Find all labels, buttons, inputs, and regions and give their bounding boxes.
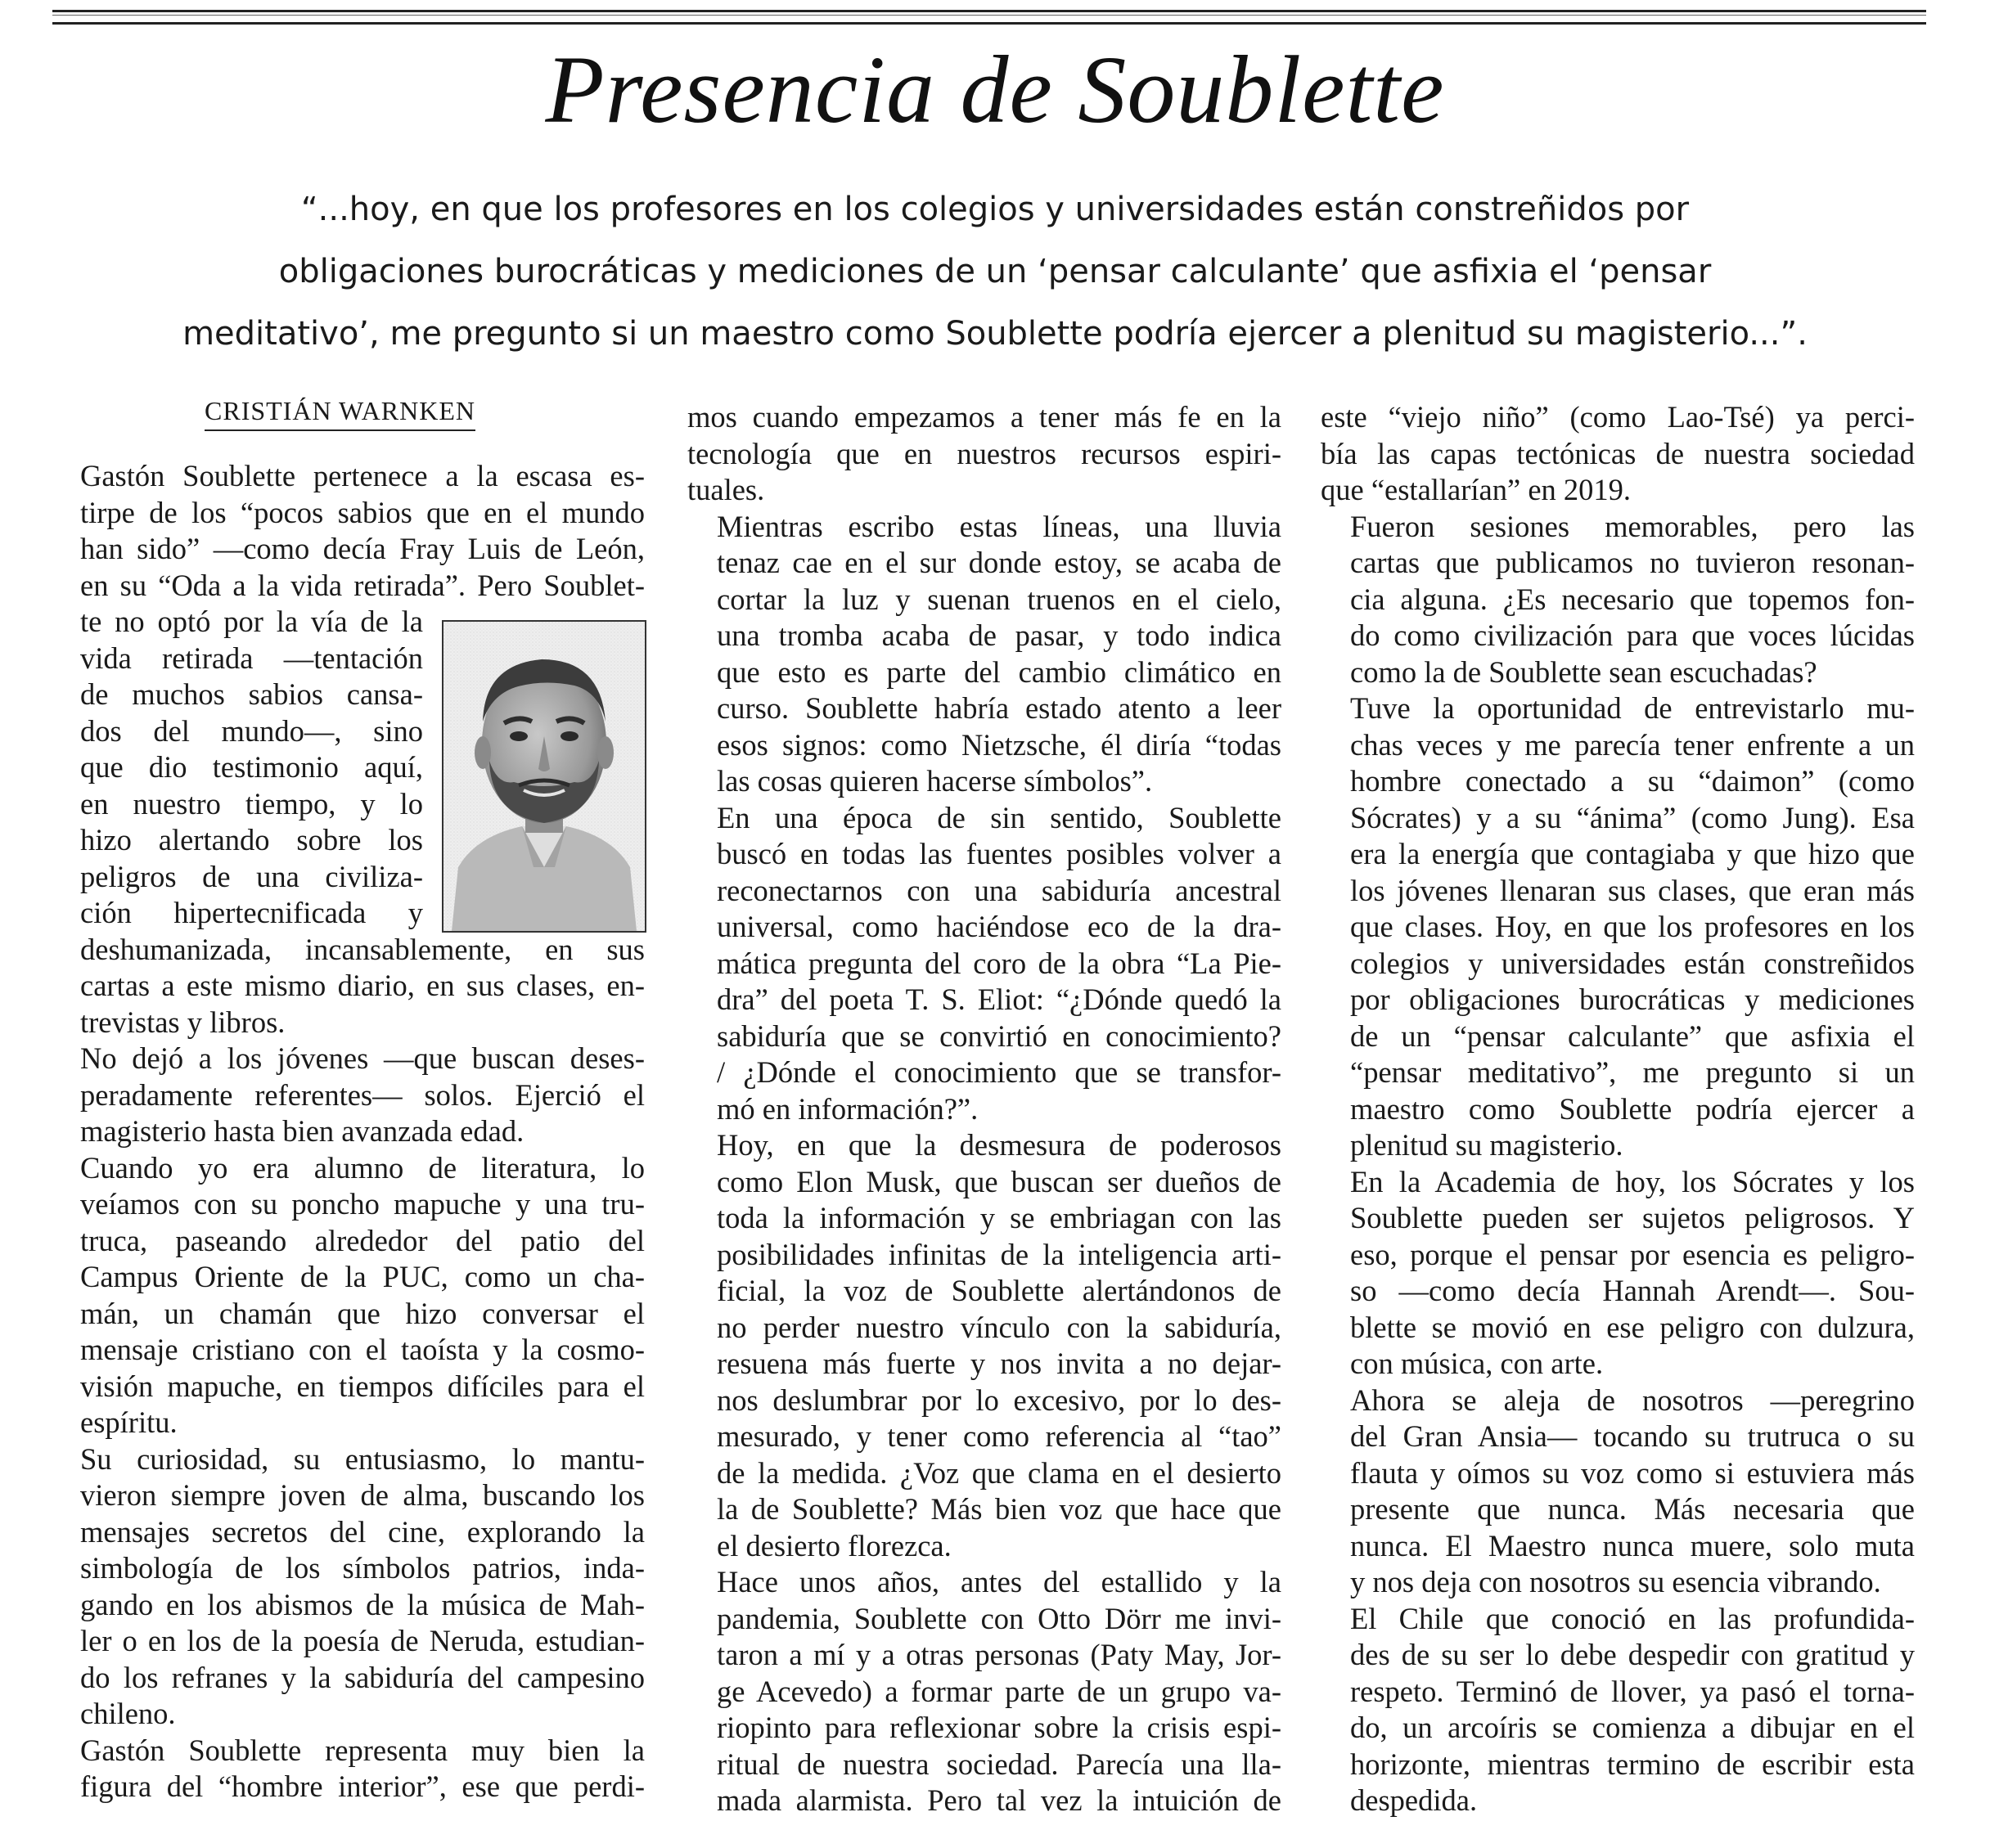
- text-line: No dejó a los jóvenes —que buscan deses-: [80, 1041, 645, 1075]
- text-line: Hace unos años, antes del estallido y la: [717, 1565, 1281, 1598]
- article-column-2: [687, 399, 1281, 1819]
- text-line: dos del mundo—, sino: [80, 713, 423, 748]
- text-line: como Elon Musk, que buscan ser dueños de: [717, 1164, 1281, 1198]
- text-line: por obligaciones burocráticas y mediciones: [1350, 982, 1915, 1016]
- text-line: deshumanizada, incansablemente, en sus: [80, 932, 645, 966]
- text-line: presente que nunca. Más necesaria que: [1350, 1492, 1915, 1526]
- paragraph: [1321, 399, 1915, 509]
- text-line: simbología de los símbolos patrios, inda-: [80, 1551, 645, 1585]
- text-line: do como civilización para que voces lúcidas: [1350, 618, 1915, 652]
- text-line: una tromba acaba de pasar, y todo indica: [717, 618, 1281, 652]
- article-title: Presencia de Soublette: [545, 36, 1445, 143]
- paragraph: [51, 1733, 645, 1805]
- text-line: El Chile que conoció en las profundida-: [1350, 1601, 1915, 1635]
- text-line: plenitud su magisterio.: [1350, 1128, 1623, 1162]
- text-line: visión mapuche, en tiempos difíciles para el: [80, 1369, 645, 1403]
- paragraph: [687, 399, 1281, 509]
- paragraph: [1321, 509, 1915, 691]
- text-line: buscó en todas las fuentes posibles volver a: [717, 837, 1281, 870]
- text-line: blette se movió en ese peligro con dulzura,: [1350, 1310, 1915, 1344]
- text-line: del Gran Ansia— tocando su trutruca o su: [1350, 1419, 1915, 1453]
- paragraph: [687, 509, 1281, 800]
- article-column-1: [51, 458, 645, 1805]
- text-line: colegios y universidades están constreñidos: [1350, 946, 1915, 980]
- pull-quote-line: obligaciones burocráticas y mediciones de un ‘pensar calculante’ que asfixia el ‘pensar: [278, 253, 1712, 290]
- text-line: peradamente referentes— solos. Ejerció el: [80, 1077, 645, 1112]
- text-line: dra” del poeta T. S. Eliot: “¿Dónde quedó la: [717, 982, 1281, 1016]
- text-line: veíamos con su poncho mapuche y una tru-: [80, 1187, 645, 1221]
- paragraph: [51, 1150, 645, 1441]
- text-line: resuena más fuerte y nos invita a no dejar-: [717, 1347, 1281, 1380]
- text-line: en su “Oda a la vida retirada”. Pero Soublet-: [80, 568, 645, 602]
- text-line: el desierto florezca.: [717, 1528, 952, 1562]
- text-line: hizo alertando sobre los: [80, 823, 423, 857]
- text-line: mán, un chamán que hizo conversar el: [80, 1296, 645, 1330]
- pull-quote-line: “...hoy, en que los profesores en los colegios y universidades están constreñidos por: [300, 191, 1690, 228]
- text-line: Ahora se aleja de nosotros —peregrino: [1350, 1383, 1915, 1417]
- text-line: reconectarnos con una sabiduría ancestral: [717, 873, 1281, 907]
- text-line: hombre conectado a su “daimon” (como: [1350, 764, 1915, 798]
- author-byline: CRISTIÁN WARNKEN: [205, 396, 475, 431]
- text-line: trevistas y libros.: [80, 1005, 286, 1039]
- text-line: bía las capas tectónicas de nuestra sociedad: [1321, 436, 1915, 470]
- text-line: vieron siempre joven de alma, buscando los: [80, 1478, 645, 1512]
- text-line: respeto. Terminó de llover, ya pasó el torna-: [1350, 1674, 1915, 1708]
- text-line: cartas que publicamos no tuvieron resonan-: [1350, 546, 1915, 579]
- text-line: espíritu.: [80, 1405, 178, 1439]
- text-line: las cosas quieren hacerse símbolos”.: [717, 764, 1153, 798]
- text-line: cartas a este mismo diario, en sus clases, en-: [80, 969, 645, 1002]
- text-line: ler o en los de la poesía de Neruda, estudian-: [80, 1624, 645, 1657]
- text-line: ción hipertecnificada y: [80, 896, 423, 929]
- text-line: / ¿Dónde el conocimiento que se transfor-: [717, 1055, 1281, 1089]
- text-line: que “estallarían” en 2019.: [1321, 473, 1632, 506]
- text-line: posibilidades infinitas de la inteligencia arti-: [717, 1237, 1281, 1271]
- text-line: Fueron sesiones memorables, pero las: [1350, 509, 1915, 543]
- text-line: Hoy, en que la desmesura de poderosos: [717, 1128, 1281, 1162]
- text-line: so —como decía Hannah Arendt—. Sou-: [1350, 1274, 1915, 1307]
- text-line: como la de Soublette sean escuchadas?: [1350, 654, 1817, 689]
- text-line: chileno.: [80, 1697, 176, 1730]
- text-line: mó en información?”.: [717, 1091, 979, 1126]
- text-line: Su curiosidad, su entusiasmo, lo mantu-: [80, 1441, 645, 1476]
- text-line: nunca. El Maestro nunca muere, solo muta: [1350, 1528, 1915, 1562]
- text-line: mesurado, y tener como referencia al “tao”: [717, 1419, 1281, 1453]
- text-line: maestro como Soublette podría ejercer a: [1350, 1091, 1915, 1126]
- text-line: Sócrates) y a su “ánima” (como Jung). Esa: [1350, 800, 1915, 834]
- text-line: des de su ser lo debe despedir con gratitud y: [1350, 1638, 1915, 1671]
- text-line: magisterio hasta bien avanzada edad.: [80, 1114, 525, 1148]
- paragraph: [687, 1564, 1281, 1819]
- text-line: vida retirada —tentación: [80, 641, 423, 675]
- text-line: tecnología que en nuestros recursos espiri-: [687, 436, 1281, 470]
- text-line: de muchos sabios cansa-: [80, 677, 423, 711]
- text-line: figura del “hombre interior”, ese que perdi-: [80, 1769, 645, 1803]
- text-line: sabiduría que se convirtió en conocimiento?: [717, 1018, 1281, 1053]
- text-line: ge Acevedo) a formar parte de un grupo va-: [717, 1674, 1281, 1708]
- text-line: riopinto para reflexionar sobre la crisis espi-: [717, 1711, 1281, 1744]
- text-line: y nos deja con nosotros su esencia vibrando.: [1350, 1565, 1881, 1598]
- text-line: do los refranes y la sabiduría del campesino: [80, 1660, 645, 1694]
- text-line: mensajes secretos del cine, explorando la: [80, 1514, 645, 1549]
- text-line: la de Soublette? Más bien voz que hace que: [717, 1492, 1281, 1526]
- text-line: peligros de una civiliza-: [80, 859, 423, 893]
- top-double-rule: [52, 10, 1926, 25]
- text-line: de un “pensar calculante” que asfixia el: [1350, 1018, 1915, 1053]
- paragraph: [51, 1041, 645, 1150]
- text-line: taron a mí y a otras personas (Paty May, Jor-: [717, 1638, 1281, 1671]
- text-line: toda la información y se embriagan con las: [717, 1201, 1281, 1234]
- text-line: eso, porque el pensar por esencia es peligro-: [1350, 1237, 1915, 1271]
- text-line: pandemia, Soublette con Otto Dörr me invi-: [717, 1601, 1281, 1635]
- text-line: han sido” —como decía Fray Luis de León,: [80, 532, 645, 565]
- text-line: En la Academia de hoy, los Sócrates y los: [1350, 1164, 1915, 1198]
- paragraph: [51, 1441, 645, 1733]
- text-line: que esto es parte del cambio climático en: [717, 654, 1281, 689]
- text-line: ficial, la voz de Soublette alertándonos de: [717, 1274, 1281, 1307]
- text-line: Soublette pueden ser sujetos peligrosos. Y: [1350, 1201, 1915, 1234]
- text-line: Mientras escribo estas líneas, una lluvia: [717, 509, 1281, 543]
- text-line: era la energía que contagiaba y que hizo que: [1350, 837, 1915, 870]
- text-line: do, un arcoíris se comienza a dibujar en el: [1350, 1711, 1915, 1744]
- text-line: con música, con arte.: [1350, 1347, 1604, 1380]
- paragraph: [1321, 690, 1915, 1164]
- text-line: Campus Oriente de la PUC, como un cha-: [80, 1260, 645, 1293]
- text-line: mática pregunta del coro de la obra “La Pie-: [717, 946, 1281, 980]
- paragraph: [1321, 1601, 1915, 1819]
- pull-quote-line: meditativo’, me pregunto si un maestro como Soublette podría ejercer a plenitud su magisterio...”.: [182, 315, 1808, 353]
- paragraph: [1321, 1164, 1915, 1383]
- text-line: horizonte, mientras termino de escribir esta: [1350, 1747, 1915, 1781]
- text-line: en nuestro tiempo, y lo: [80, 786, 423, 821]
- text-line: mada alarmista. Pero tal vez la intuición de: [717, 1783, 1281, 1817]
- text-line: flauta y oímos su voz como si estuviera más: [1350, 1455, 1915, 1490]
- text-line: tuales.: [687, 473, 765, 506]
- text-line: despedida.: [1350, 1783, 1478, 1817]
- text-line: no perder nuestro vínculo con la sabiduría,: [717, 1310, 1281, 1344]
- text-line: esos signos: como Nietzsche, él diría “todas: [717, 727, 1281, 762]
- pull-quote: [82, 178, 1908, 365]
- text-line: tenaz cae en el sur donde estoy, se acaba de: [717, 546, 1281, 579]
- text-line: que dio testimonio aquí,: [80, 750, 423, 784]
- text-line: cia alguna. ¿Es necesario que topemos fon-: [1350, 582, 1915, 616]
- text-line: tirpe de los “pocos sabios que en el mundo: [80, 495, 645, 529]
- text-line: gando en los abismos de la música de Mah-: [80, 1587, 645, 1621]
- paragraph: [1321, 1383, 1915, 1601]
- paragraph: [687, 800, 1281, 1128]
- paragraph: [51, 458, 645, 1041]
- text-line: que clases. Hoy, en que los profesores en los: [1350, 910, 1915, 943]
- paragraph: [687, 1127, 1281, 1564]
- text-line: mensaje cristiano con el taoísta y la cosmo-: [80, 1333, 645, 1366]
- text-line: chas veces y me parecía tener enfrente a un: [1350, 727, 1915, 762]
- text-line: En una época de sin sentido, Soublette: [717, 800, 1281, 834]
- text-line: te no optó por la vía de la: [80, 605, 423, 638]
- text-line: universal, como haciéndose eco de la dra-: [717, 910, 1281, 943]
- text-line: los jóvenes llenaran sus clases, que eran más: [1350, 873, 1915, 907]
- text-line: cortar la luz y suenan truenos en el cielo,: [717, 582, 1281, 616]
- text-line: Gastón Soublette pertenece a la escasa es-: [80, 459, 645, 492]
- text-line: mos cuando empezamos a tener más fe en la: [687, 400, 1281, 434]
- text-line: nos deslumbrar por lo excesivo, por lo des-: [717, 1383, 1281, 1417]
- text-line: este “viejo niño” (como Lao-Tsé) ya perci-: [1321, 400, 1915, 434]
- text-line: Gastón Soublette representa muy bien la: [80, 1733, 645, 1767]
- text-line: truca, paseando alrededor del patio del: [80, 1223, 645, 1257]
- text-line: ritual de nuestra sociedad. Parecía una lla-: [717, 1747, 1281, 1781]
- text-line: “pensar meditativo”, me pregunto si un: [1350, 1055, 1915, 1089]
- text-line: de la medida. ¿Voz que clama en el desierto: [717, 1455, 1281, 1490]
- article-column-3: [1321, 399, 1915, 1819]
- text-line: Cuando yo era alumno de literatura, lo: [80, 1150, 645, 1185]
- text-line: Tuve la oportunidad de entrevistarlo mu-: [1350, 691, 1915, 725]
- text-line: curso. Soublette habría estado atento a leer: [717, 691, 1281, 725]
